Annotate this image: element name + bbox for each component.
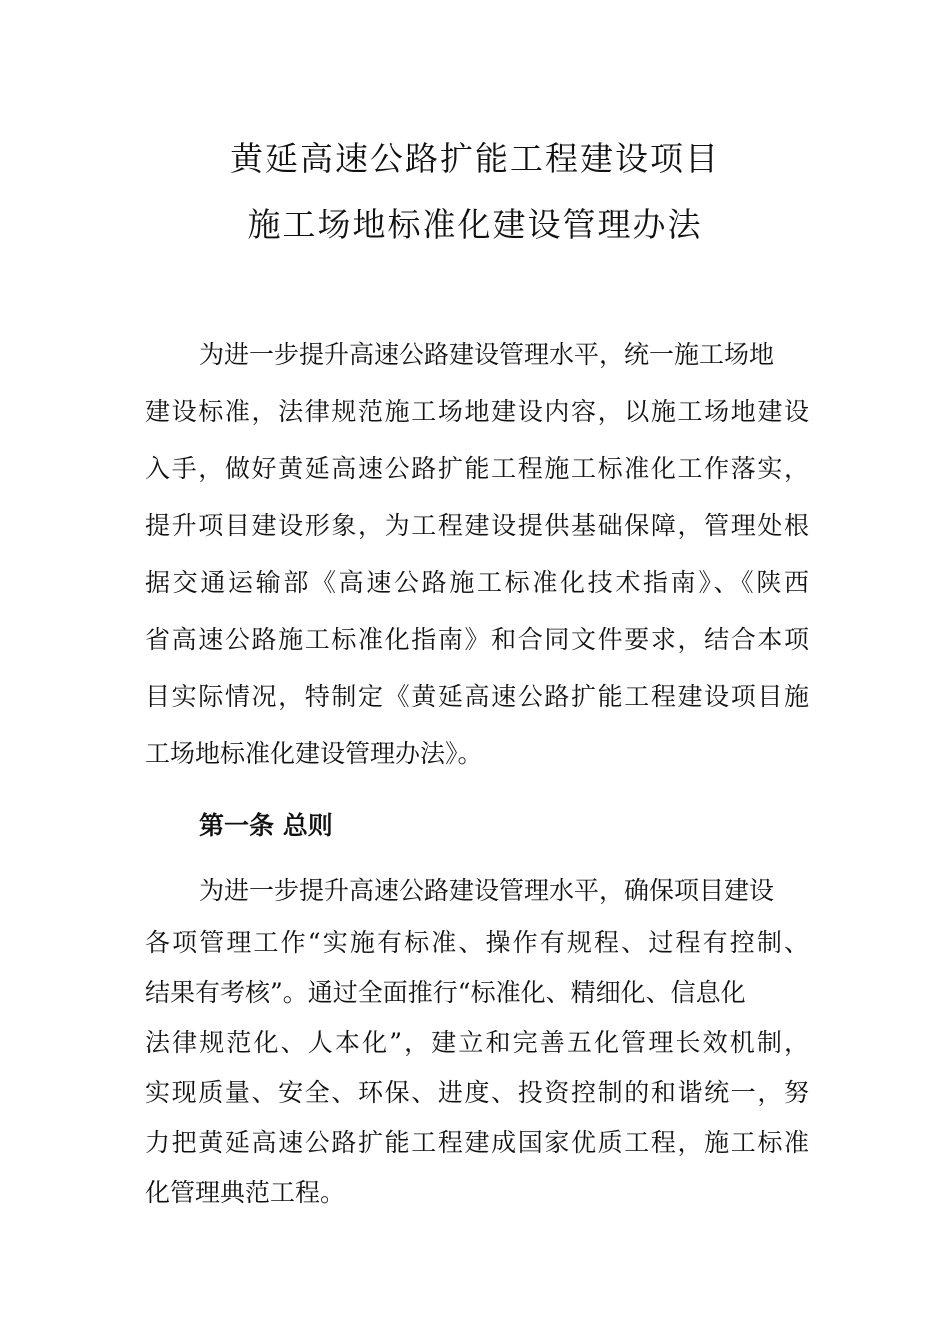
section-paragraph-line: 为进一步提升高速公路建设管理水平，确保项目建设 [199,876,775,905]
section-paragraph-line: 力把黄延高速公路扩能工程建成国家优质工程，施工标准 [145,1128,809,1157]
section-paragraph-line: 结果有考核”。通过全面推行“标准化、精细化、信息化 [145,978,746,1007]
section-paragraph-line: 法律规范化、人本化”，建立和完善五化管理长效机制， [145,1028,809,1057]
intro-paragraph-line: 提升项目建设形象，为工程建设提供基础保障，管理处根 [145,511,809,540]
section-paragraph-line: 各项管理工作“实施有标准、操作有规程、过程有控制、 [145,928,809,957]
intro-paragraph-line: 据交通运输部《高速公路施工标准化技术指南》、《陕西 [145,568,809,597]
document-title-line-2: 施工场地标准化建设管理办法 [247,205,703,244]
intro-paragraph-line: 工场地标准化建设管理办法》。 [145,739,483,768]
section-paragraph-line: 实现质量、安全、环保、进度、投资控制的和谐统一，努 [145,1078,809,1107]
intro-paragraph-line: 为进一步提升高速公路建设管理水平，统一施工场地 [199,340,775,369]
intro-paragraph-line: 目实际情况，特制定《黄延高速公路扩能工程建设项目施 [145,682,809,711]
intro-paragraph-line: 建设标准，法律规范施工场地建设内容，以施工场地建设 [145,397,809,426]
document-title-line-1: 黄延高速公路扩能工程建设项目 [230,139,720,178]
section-paragraph-line: 化管理典范工程。 [145,1178,346,1207]
intro-paragraph-line: 入手，做好黄延高速公路扩能工程施工标准化工作落实， [145,454,809,483]
section-heading: 第一条 总则 [199,811,333,840]
intro-paragraph-line: 省高速公路施工标准化指南》和合同文件要求，结合本项 [145,625,809,654]
